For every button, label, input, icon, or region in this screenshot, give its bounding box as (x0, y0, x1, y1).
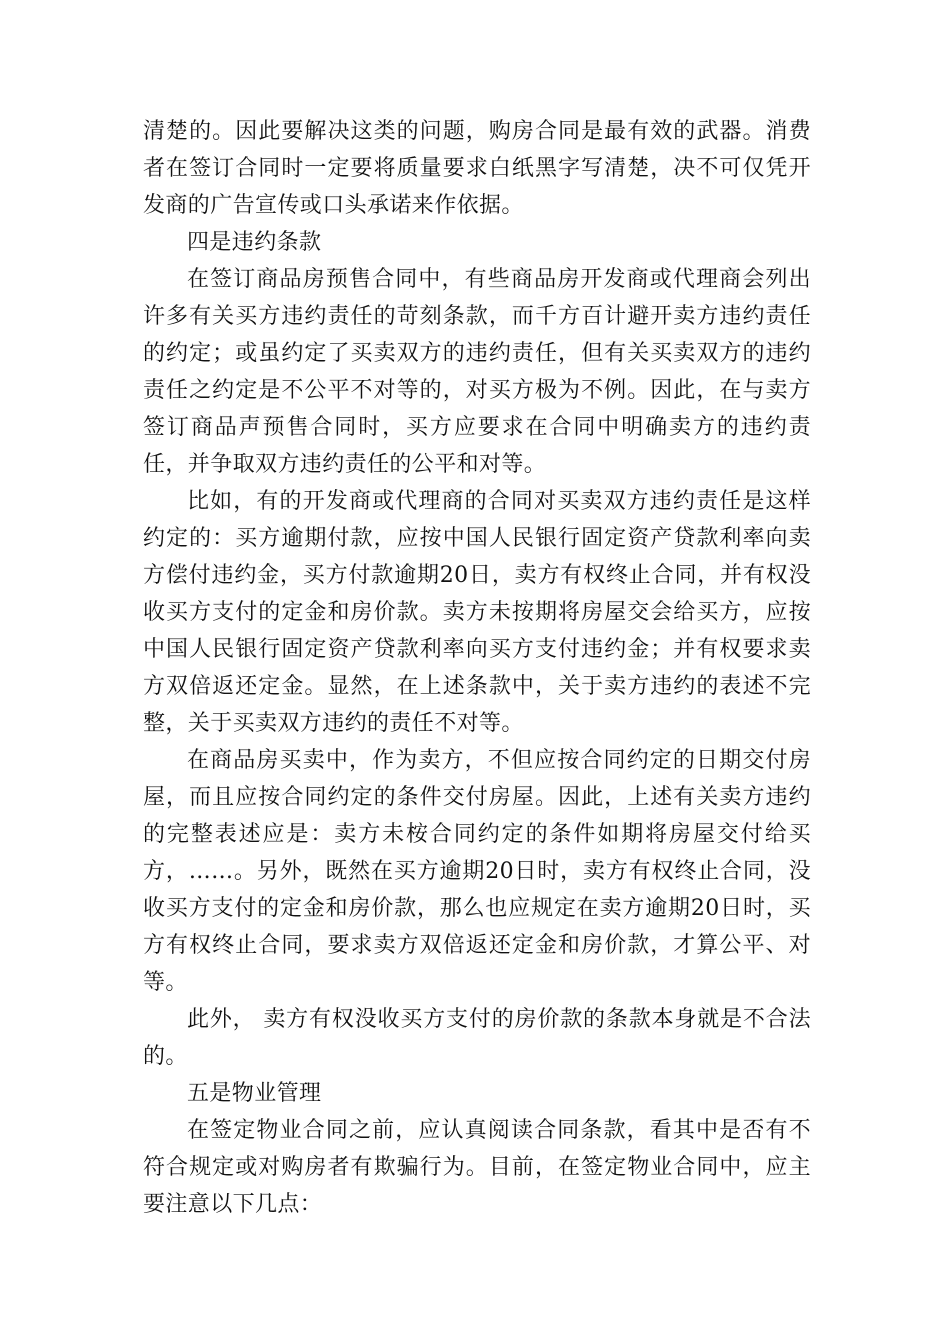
section-heading-property-management: 五是物业管理 (187, 1081, 322, 1106)
paragraph-5: 此外， 卖方有权没收买方支付的房价款的条款本身就是不合法的。 (143, 1007, 811, 1069)
paragraph-2: 在签订商品房预售合同中，有些商品房开发商或代理商会列出许多有关买方违约责任的苛刻条款，而千方百计避开卖方违约责任的约定；或虽约定了买卖双方的违约责任，但有关买卖双方的违约责任之约定是不公平不对等的，对买方极为不例。因此，在与卖方签订商品声预售合同时，买方应要求在合同中明确卖方的违约责任，并争取双方违约责任的公平和对等。 (143, 267, 811, 477)
document-page (143, 113, 811, 1223)
paragraph-4: 在商品房买卖中，作为卖方，不但应按合同约定的日期交付房屋，而且应按合同约定的条件交付房屋。因此，上述有关卖方违约的完整表述应是：卖方未桉合同约定的条件如期将房屋交付给买方，……。另外，既然在买方逾期20日时，卖方有权终止合同，没收买方支付的定金和房价款，那么也应规定在卖方逾期20日时，买方有权终止合同，要求卖方双倍返还定金和房价款，才算公平、对等。 (143, 748, 811, 995)
paragraph-6: 在签定物业合同之前，应认真阅读合同条款，看其中是否有不符合规定或对购房者有欺骗行为。目前，在签定物业合同中，应主要注意以下几点： (143, 1118, 811, 1217)
paragraph-3: 比如，有的开发商或代理商的合同对买卖双方违约责任是这样约定的：买方逾期付款，应按中国人民银行固定资产贷款利率向卖方偿付违约金，买方付款逾期20日，卖方有权终止合同，并有权没收买方支付的定金和房价款。卖方未按期将房屋交会给买方，应按中国人民银行固定资产贷款利率向买方支付违约金；并有权要求卖方双倍返还定金。显然，在上述条款中，关于卖方违约的表述不完整，关于买卖双方违约的责任不对等。 (143, 489, 811, 736)
paragraph-1: 清楚的。因此要解决这类的问题，购房合同是最有效的武器。消费者在签订合同时一定要将质量要求白纸黑字写清楚，决不可仅凭开发商的广告宣传或口头承诺来作依据。 (143, 119, 811, 218)
section-heading-breach-clause: 四是违约条款 (187, 230, 322, 255)
